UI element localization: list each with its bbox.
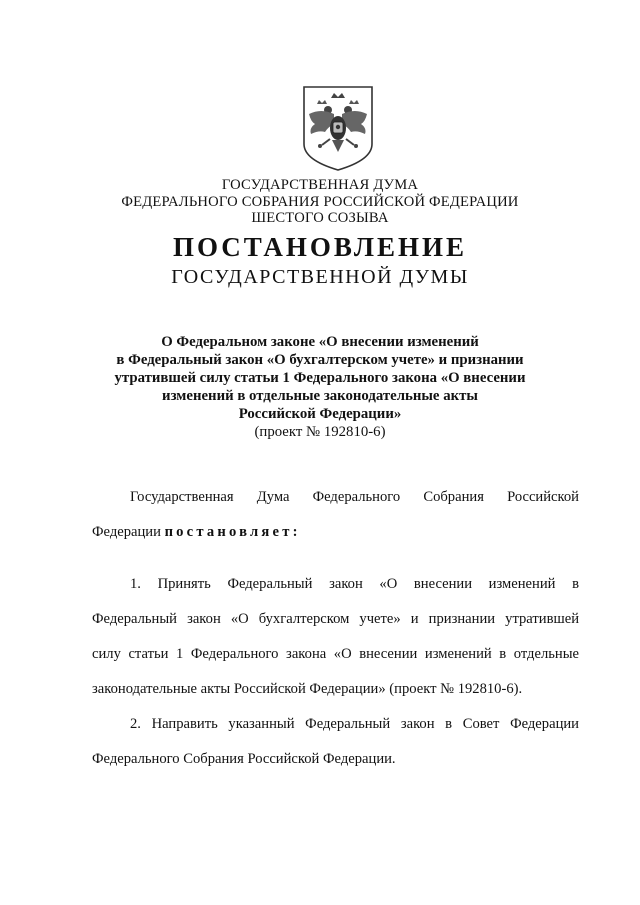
header-line-assembly: ФЕДЕРАЛЬНОГО СОБРАНИЯ РОССИЙСКОЙ ФЕДЕРАЦИИ: [121, 194, 519, 210]
subject-line: Российской Федерации»: [238, 406, 402, 422]
subject-line: в Федеральный закон «О бухгалтерском учете» и признании: [116, 352, 524, 368]
project-number: (проект № 192810-6): [254, 424, 386, 440]
preamble-country: Федерации: [92, 524, 161, 540]
item-1-line: силу статьи 1 Федерального закона «О внесении изменений в отдельные: [92, 646, 579, 662]
decree-word: постановляет:: [164, 524, 301, 540]
preamble-line: [92, 524, 301, 541]
subject-line: изменений в отдельные законодательные акты: [162, 388, 478, 404]
document-subtitle: ГОСУДАРСТВЕННОЙ ДУМЫ: [171, 266, 469, 288]
document-title: ПОСТАНОВЛЕНИЕ: [172, 232, 468, 262]
coat-of-arms-icon: [301, 84, 375, 172]
item-2-line: Федерального Собрания Российской Федерации.: [92, 751, 396, 767]
item-1-line: Федеральный закон «О бухгалтерском учете» и признании утратившей: [92, 611, 579, 627]
subject-line: утратившей силу статьи 1 Федерального закона «О внесении: [114, 370, 526, 386]
header-line-convocation: ШЕСТОГО СОЗЫВА: [251, 210, 389, 226]
preamble-line: Государственная Дума Федерального Собрания Российской: [130, 489, 579, 505]
header-line-duma: ГОСУДАРСТВЕННАЯ ДУМА: [221, 177, 419, 193]
item-1-line: законодательные акты Российской Федерации» (проект № 192810-6).: [92, 681, 523, 697]
item-2-line: 2. Направить указанный Федеральный закон в Совет Федерации: [130, 716, 579, 732]
item-1-line: 1. Принять Федеральный закон «О внесении изменений в: [130, 576, 579, 592]
subject-line: О Федеральном законе «О внесении изменений: [161, 334, 479, 350]
